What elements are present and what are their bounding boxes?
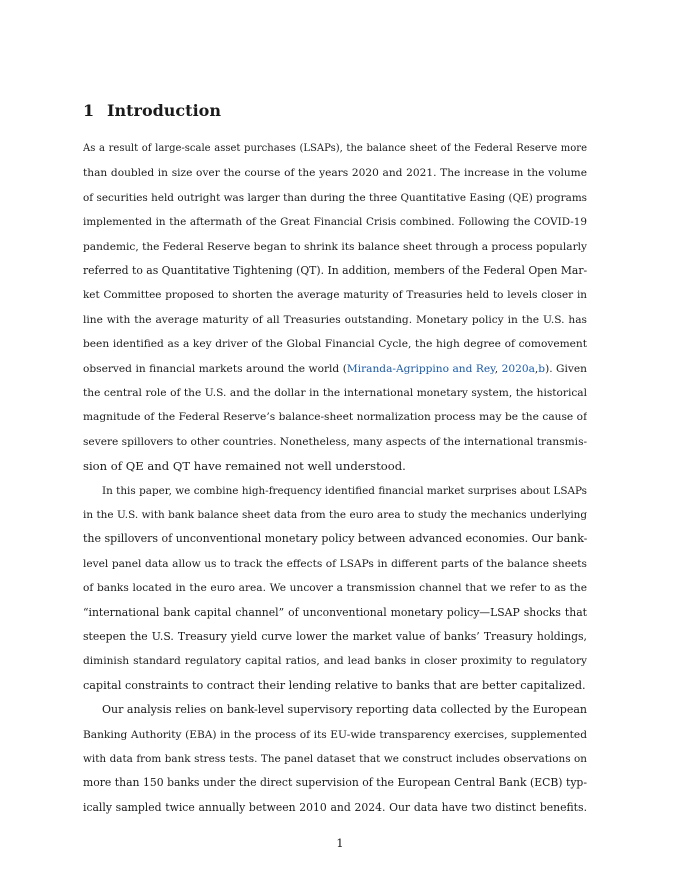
citation-link-2020a[interactable]: 2020a bbox=[501, 362, 535, 375]
text-segment: , bbox=[494, 362, 502, 375]
text-line: the central role of the U.S. and the dollar in the international monetary system, the historical bbox=[83, 387, 587, 399]
text-line: Our analysis relies on bank-level supervisory reporting data collected by the European bbox=[102, 703, 587, 717]
text-line: As a result of large-scale asset purchases (LSAPs), the balance sheet of the Federal Reserve more bbox=[83, 143, 587, 154]
text-line: referred to as Quantitative Tightening (QT). In addition, members of the Federal Open Mar- bbox=[83, 264, 587, 277]
text-line: magnitude of the Federal Reserve’s balance-sheet normalization process may be the cause of bbox=[83, 411, 587, 424]
text-line: more than 150 banks under the direct supervision of the European Central Bank (ECB) typ- bbox=[83, 776, 587, 790]
text-line: than doubled in size over the course of the years 2020 and 2021. The increase in the volume bbox=[83, 167, 587, 180]
citation-link-miranda-agrippino-rey[interactable]: Miranda-Agrippino and Rey bbox=[346, 362, 495, 375]
citation-link-2020b[interactable]: b bbox=[538, 362, 546, 375]
text-line: ically sampled twice annually between 2010 and 2024. Our data have two distinct benefits. bbox=[83, 800, 587, 814]
text-line: of securities held outright was larger than during the three Quantitative Easing (QE) programs bbox=[83, 191, 587, 204]
text-line: level panel data allow us to track the effects of LSAPs in different parts of the balance sheets bbox=[83, 557, 587, 570]
text-line: of banks located in the euro area. We uncover a transmission channel that we refer to as the bbox=[83, 582, 587, 595]
text-line: In this paper, we combine high-frequency identified financial market surprises about LSAPs bbox=[102, 484, 587, 497]
text-line: steepen the U.S. Treasury yield curve lower the market value of banks’ Treasury holdings, bbox=[83, 630, 587, 643]
text-line: capital constraints to contract their lending relative to banks that are better capitalized. bbox=[83, 678, 586, 692]
text-line: with data from bank stress tests. The panel dataset that we construct includes observations on bbox=[83, 753, 587, 765]
text-line: diminish standard regulatory capital ratios, and lead banks in closer proximity to regulatory bbox=[83, 655, 587, 668]
text-line: “international bank capital channel” of unconventional monetary policy—LSAP shocks that bbox=[83, 605, 587, 619]
section-heading bbox=[83, 100, 221, 122]
text-line: ket Committee proposed to shorten the average maturity of Treasuries held to levels closer in bbox=[83, 289, 587, 302]
text-segment: observed in financial markets around the world ( bbox=[83, 362, 347, 375]
section-number: 1 bbox=[83, 101, 95, 120]
text-line: been identified as a key driver of the Global Financial Cycle, the high degree of comovement bbox=[83, 338, 587, 351]
text-line: pandemic, the Federal Reserve began to shrink its balance sheet through a process popularly bbox=[83, 240, 587, 253]
text-line-with-citation bbox=[83, 357, 587, 381]
text-line: implemented in the aftermath of the Great Financial Crisis combined. Following the COVID-19 bbox=[83, 216, 587, 229]
text-line: line with the average maturity of all Treasuries outstanding. Monetary policy in the U.S. has bbox=[83, 313, 587, 326]
text-line: severe spillovers to other countries. Nonetheless, many aspects of the international transmis- bbox=[83, 435, 587, 448]
page-number: 1 bbox=[336, 836, 344, 850]
section-title: Introduction bbox=[107, 101, 221, 120]
text-segment: ). Given bbox=[545, 362, 587, 375]
text-line: in the U.S. with bank balance sheet data from the euro area to study the mechanics underlying bbox=[83, 509, 587, 521]
text-line: sion of QE and QT have remained not well understood. bbox=[83, 459, 406, 474]
text-segment: , bbox=[534, 362, 539, 375]
text-line: Banking Authority (EBA) in the process of its EU-wide transparency exercises, supplemented bbox=[83, 728, 587, 741]
text-line: the spillovers of unconventional monetary policy between advanced economies. Our bank- bbox=[83, 532, 587, 546]
